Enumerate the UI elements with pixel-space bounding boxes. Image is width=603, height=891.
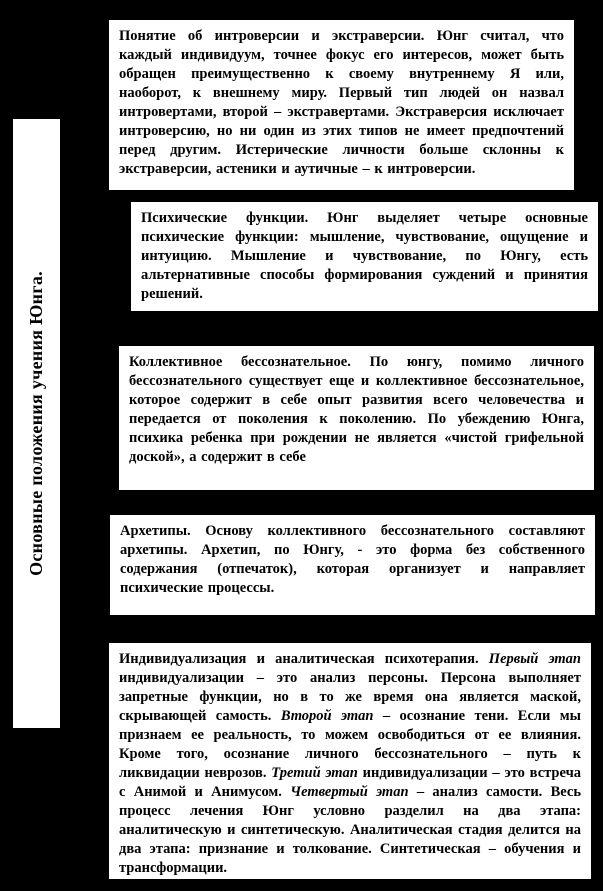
concept-box-collective-unconscious <box>117 344 596 492</box>
concept-box-introversion-extraversion <box>107 18 576 192</box>
concept-box-psychic-functions <box>129 200 600 313</box>
concept-box-individualization <box>107 641 593 881</box>
concept-box-archetypes <box>108 513 597 617</box>
vertical-title: Основные положения учения Юнга. <box>26 271 47 576</box>
concept-text-introversion-extraversion: Понятие об интроверсии и экстраверсии. Юнг считал, что каждый индивидуум, точнее фокус его интересов, может быть обращен преимущественно к своему внутреннему Я или, наоборот, к внешнему миру. Первый тип людей он назвал интровертами, второй – экстравертами. Экстраверсия исключает интроверсию, но ни один из этих типов не имеет предпочтений перед другим. Истерические личности больше склонны к экстраверсии, астеники и аутичные – к интроверсии. <box>119 28 564 177</box>
concept-text-archetypes: Архетипы. Основу коллективного бессознательного составляют архетипы. Архетип, по Юнгу, - это форма без собственного содержания (отпечаток), которая организует и направляет психические процессы. <box>120 523 585 596</box>
concept-text-collective-unconscious: Коллективное бессознательное. По юнгу, помимо личного бессознательного существует еще и коллективное бессознательное, которое содержит в себе опыт развития всего человечества и передается от поколения к поколению. По убеждению Юнга, психика ребенка при рождении не является «чистой грифельной доской», а содержит в себе <box>129 354 584 465</box>
vertical-title-box <box>13 119 60 728</box>
concept-text-individualization: Индивидуализация и аналитическая психотерапия. Первый этап индивидуализации – это анализ персоны. Персона выполняет запретные функции, но в то же время она является маской, скрывающей самость. Второй этап – осознание тени. Если мы признаем ее реальность, то можем освободиться от ее влияния. Кроме того, осознание личного бессознательного – путь к ликвидации неврозов. Третий этап индивидуализации – это встреча с Анимой и Анимусом. Четвертый этап – анализ самости. Весь процесс лечения Юнг условно разделил на два этапа: аналитическую и синтетическую. Аналитическая стадия делится на два этапа: признание и толкование. Синтетическая – обучения и трансформации. <box>119 651 581 876</box>
concept-text-psychic-functions: Психические функции. Юнг выделяет четыре основные психические функции: мышление, чувствование, ощущение и интуицию. Мышление и чувствование, по Юнгу, есть альтернативные способы формирования суждений и принятия решений. <box>141 210 588 302</box>
